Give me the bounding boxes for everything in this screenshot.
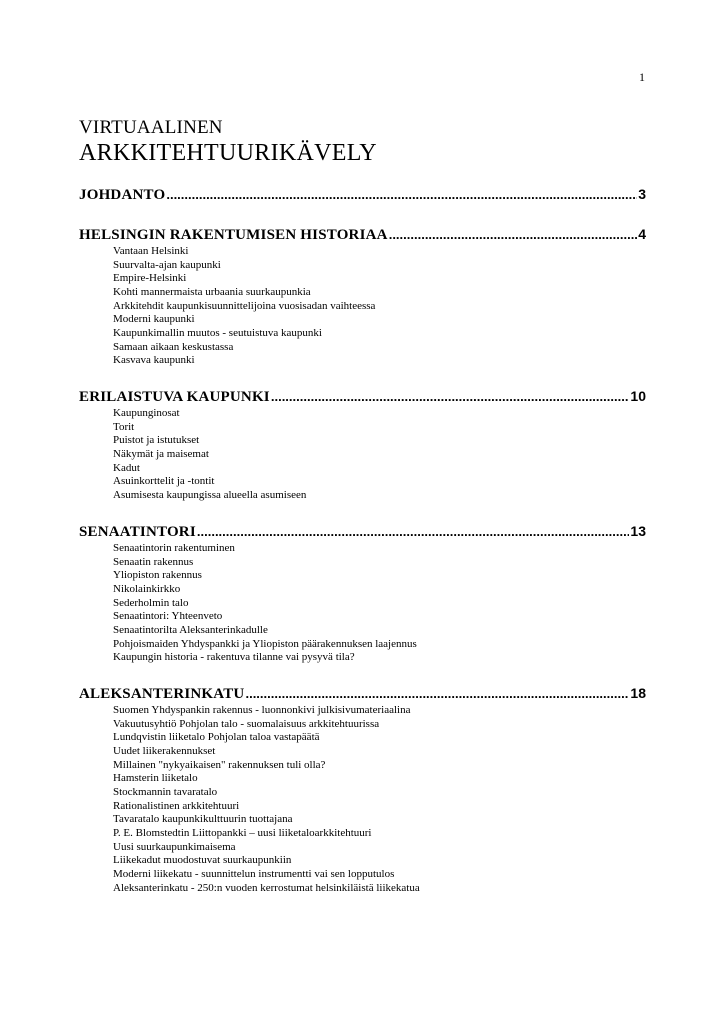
toc-subitem[interactable]: Hamsterin liiketalo [113,772,198,785]
toc-subitem[interactable]: Torit [113,420,135,433]
toc-subitem[interactable]: Senaatintorilta Aleksanterinkadulle [113,623,268,636]
toc-subitem[interactable]: Suurvalta-ajan kaupunki [113,258,221,271]
toc-entry[interactable] [79,225,646,245]
toc-subitem[interactable]: Yliopiston rakennus [113,569,202,582]
toc-subitem[interactable]: Stockmannin tavaratalo [113,785,218,798]
toc-subitem[interactable]: Empire-Helsinki [113,272,187,285]
toc-page-number: 4 [638,226,646,242]
toc-subitem[interactable]: Sederholmin talo [113,596,189,609]
toc-section-erilaistuva [79,387,646,503]
toc-subitem[interactable]: Suomen Yhdyspankin rakennus - luonnonkivi julkisivumateriaalina [113,704,411,716]
dot-leader [197,522,630,541]
title-line-1: VIRTUAALINEN [79,117,223,138]
toc-subitem[interactable]: P. E. Blomstedtin Liittopankki – uusi liiketaloarkkitehtuuri [113,826,372,839]
toc-heading: JOHDANTO [79,187,166,203]
toc-page-number: 13 [630,523,646,539]
toc-page-number: 18 [630,685,646,701]
toc-subitem[interactable]: Aleksanterinkatu - 250:n vuoden kerrostumat helsinkiläistä liikekatua [113,881,420,894]
toc-subitem[interactable]: Vantaan Helsinki [113,245,189,257]
toc-subitem[interactable]: Kasvava kaupunki [113,354,195,367]
toc-subitem[interactable]: Tavaratalo kaupunkikulttuurin tuottajana [113,813,293,826]
toc-heading: ERILAISTUVA KAUPUNKI [79,389,270,405]
toc-entry[interactable] [79,684,646,704]
toc-subitem[interactable]: Samaan aikaan keskustassa [113,340,234,353]
toc-subitem[interactable]: Kohti mannermaista urbaania suurkaupunkia [113,285,311,298]
toc-subitem[interactable]: Moderni kaupunki [113,313,195,326]
toc-subitem[interactable]: Puistot ja istutukset [113,434,200,447]
toc-subitem[interactable]: Asumisesta kaupungissa alueella asumiseen [113,488,307,501]
toc-subitems [79,704,646,895]
toc-heading: ALEKSANTERINKATU [79,686,245,702]
toc-page-number: 10 [630,388,646,404]
dot-leader [245,684,629,703]
toc-subitem[interactable]: Näkymät ja maisemat [113,447,209,460]
toc-subitem[interactable]: Kadut [113,461,140,474]
dot-leader [389,225,638,244]
toc-subitem[interactable]: Pohjoismaiden Yhdyspankki ja Yliopiston päärakennuksen laajennus [113,637,417,650]
toc-subitem[interactable]: Kaupunkimallin muutos - seutuistuva kaupunki [113,326,322,339]
toc-entry[interactable] [79,522,646,542]
toc-subitem[interactable]: Senaatin rakennus [113,555,194,568]
toc-subitem[interactable]: Uusi suurkaupunkimaisema [113,840,236,853]
toc-section-johdanto [79,185,646,205]
toc-subitems [79,245,646,368]
toc-entry[interactable] [79,387,646,407]
toc-subitem[interactable]: Kaupunginosat [113,407,180,419]
dot-leader [271,387,630,406]
title-line-2: ARKKITEHTUURIKÄVELY [79,140,377,166]
toc-section-historia [79,225,646,368]
toc-page-number: 3 [638,186,646,202]
toc-subitem[interactable]: Uudet liikerakennukset [113,744,216,757]
toc-subitem[interactable]: Senaatintorin rakentuminen [113,542,235,554]
toc-heading: SENAATINTORI [79,524,196,540]
toc-subitem[interactable]: Asuinkorttelit ja -tontit [113,475,215,488]
toc-subitems [79,407,646,503]
toc-subitem[interactable]: Rationalistinen arkkitehtuuri [113,799,240,812]
toc-subitem[interactable]: Kaupungin historia - rakentuva tilanne vai pysyvä tila? [113,651,355,664]
toc-subitem[interactable]: Senaatintori: Yhteenveto [113,610,223,623]
toc-section-senaatintori [79,522,646,665]
toc-subitem[interactable]: Vakuutusyhtiö Pohjolan talo - suomalaisuus arkkitehtuurissa [113,717,380,730]
toc-subitem[interactable]: Nikolainkirkko [113,582,181,595]
toc-subitems [79,542,646,665]
page-number: 1 [639,70,645,84]
toc-subitem[interactable]: Lundqvistin liiketalo Pohjolan taloa vastapäätä [113,731,320,744]
toc-section-aleksanterinkatu [79,684,646,895]
toc-entry[interactable] [79,185,646,205]
toc-subitem[interactable]: Liikekadut muodostuvat suurkaupunkiin [113,854,292,867]
document-title [79,117,377,167]
toc-subitem[interactable]: Arkkitehdit kaupunkisuunnittelijoina vuosisadan vaihteessa [113,299,376,312]
toc-subitem[interactable]: Moderni liikekatu - suunnittelun instrumentti vai sen lopputulos [113,867,395,880]
toc-subitem[interactable]: Millainen "nykyaikaisen" rakennuksen tuli olla? [113,758,326,771]
toc-heading: HELSINGIN RAKENTUMISEN HISTORIAA [79,227,388,243]
dot-leader [166,185,637,204]
